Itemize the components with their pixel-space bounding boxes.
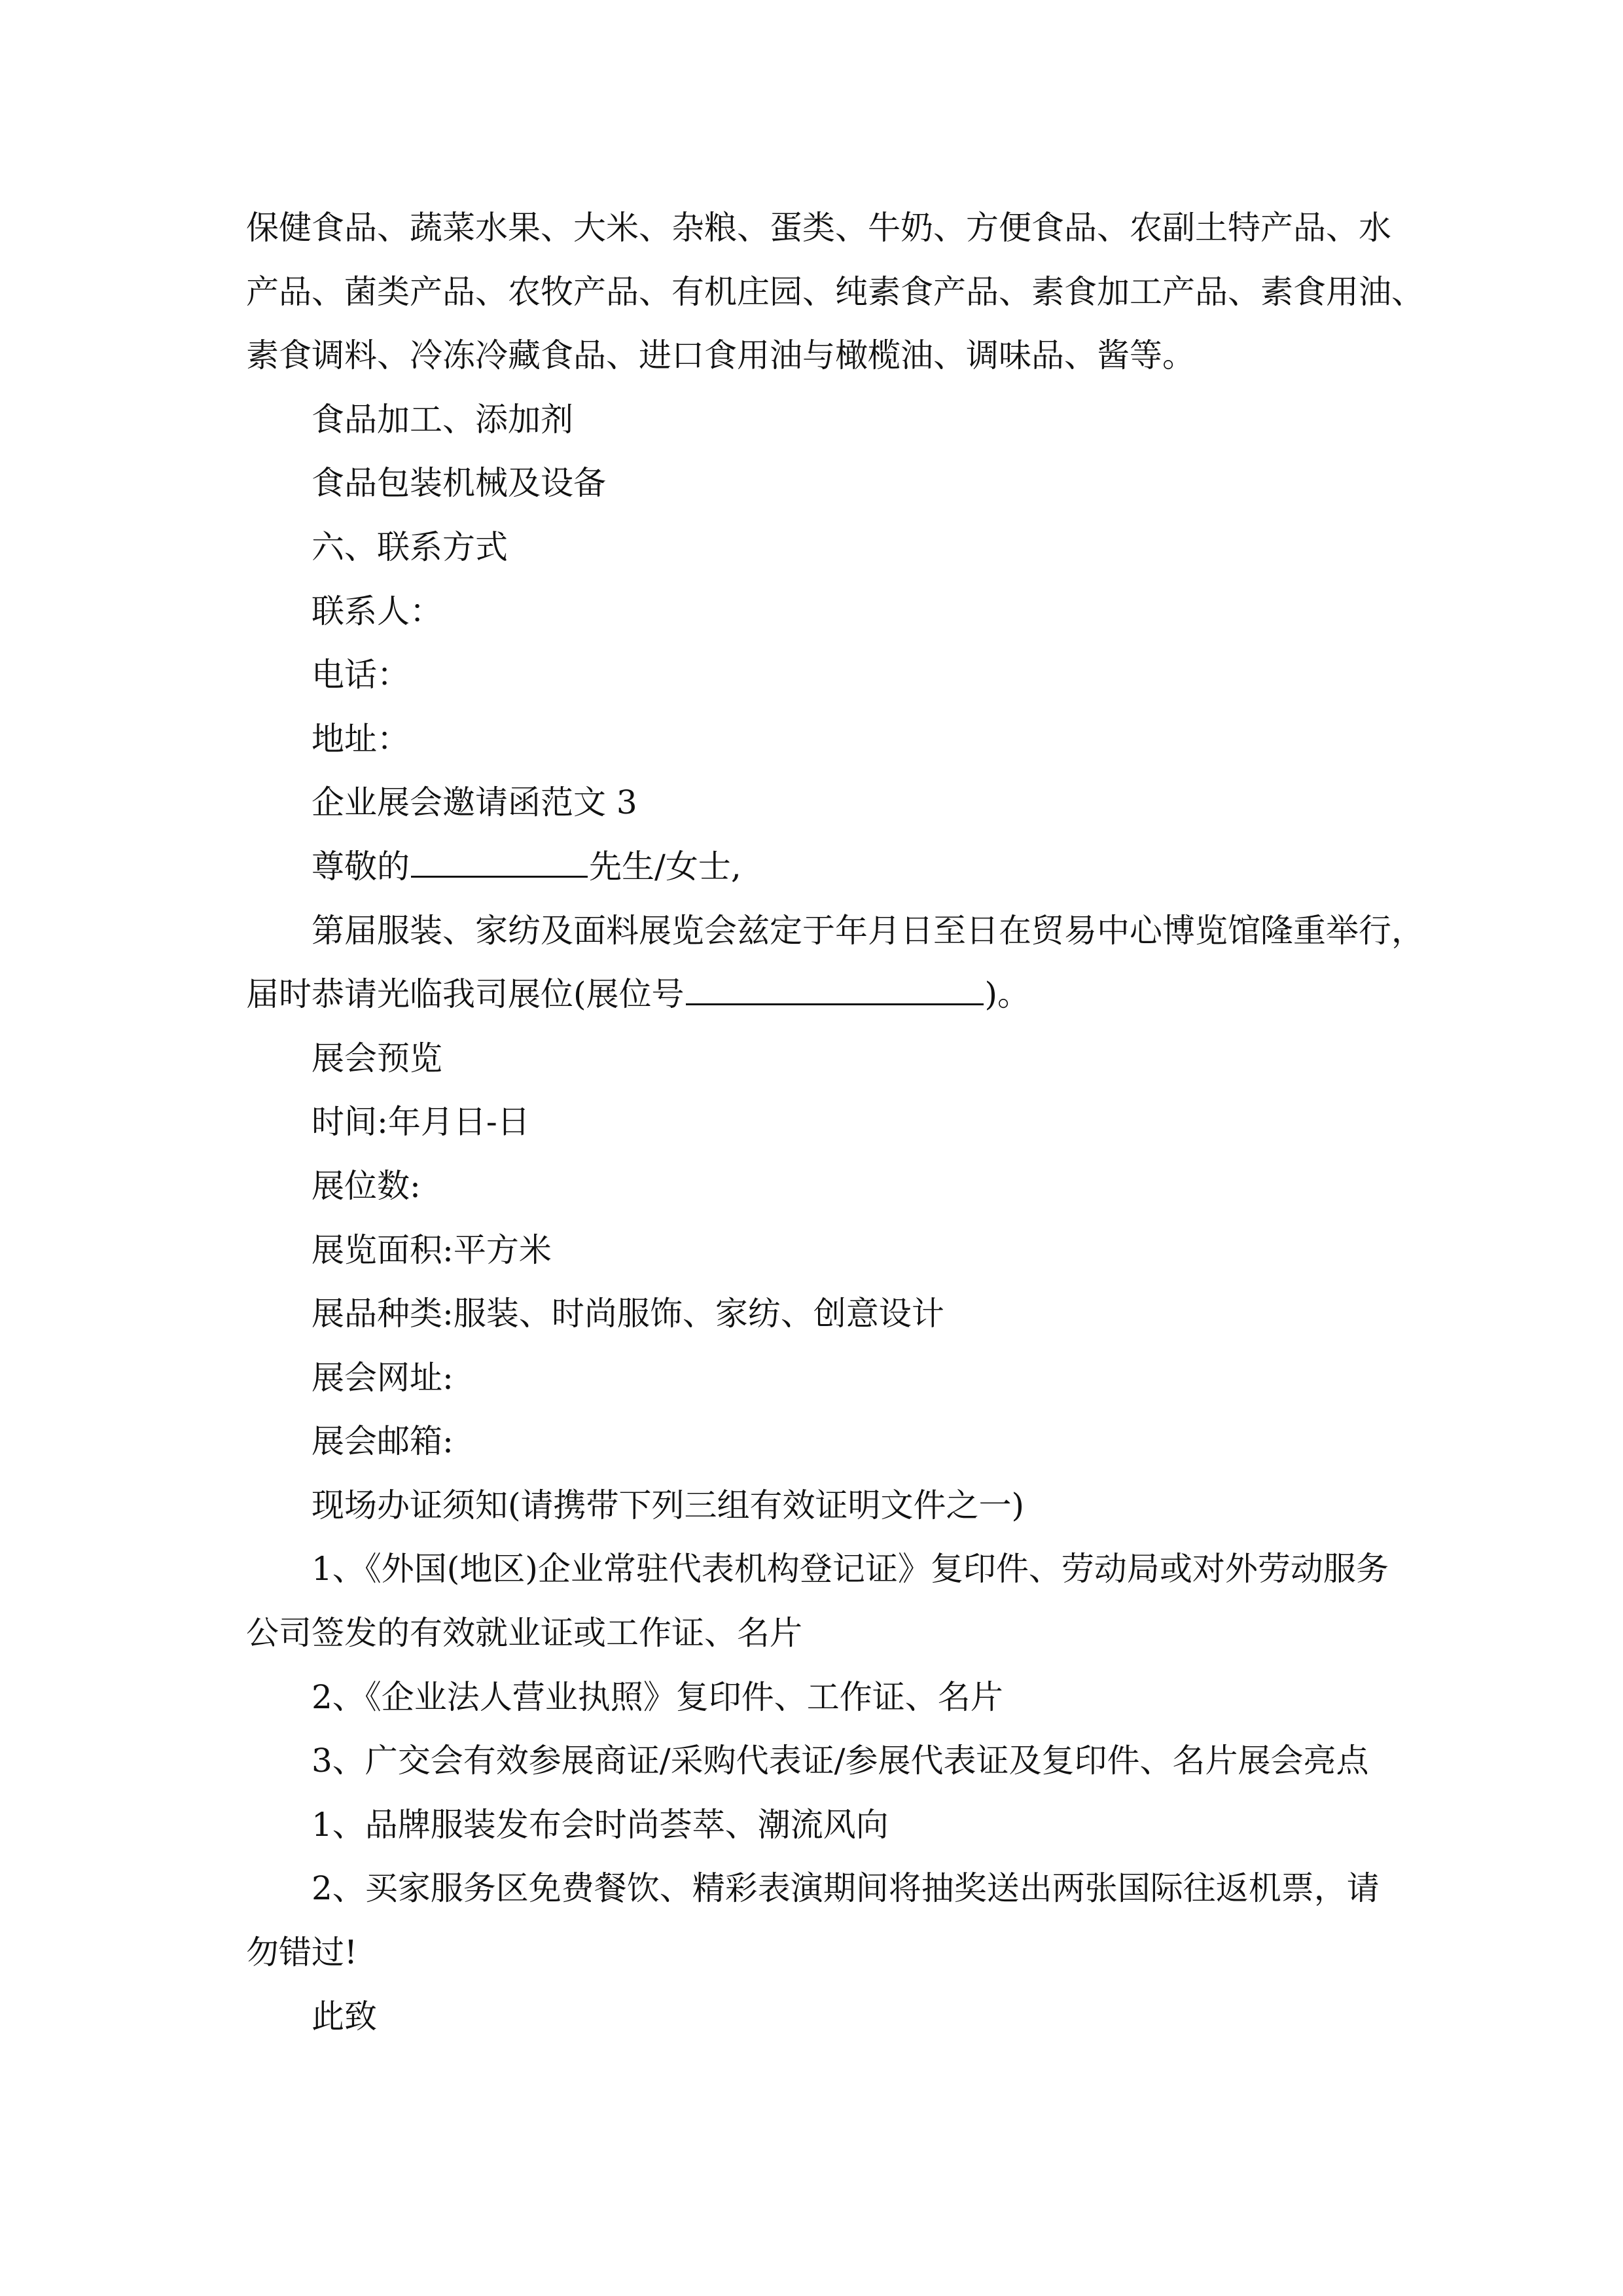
closing: 此致: [312, 1997, 377, 2036]
section-heading: 六、联系方式: [312, 528, 508, 566]
booth-prefix: 届时恭请光临我司展位(展位号: [246, 975, 685, 1014]
text-line: 产品、菌类产品、农牧产品、有机庄园、纯素食产品、素食加工产品、素食用油、: [246, 272, 1424, 311]
text-line: 时间:年月日-日: [312, 1103, 530, 1141]
booth-suffix: )。: [984, 975, 1031, 1014]
document-page: [246, 196, 1424, 2049]
salutation-suffix: 先生/女士,: [589, 847, 741, 886]
name-blank: [411, 843, 588, 878]
salutation-prefix: 尊敬的: [312, 847, 410, 886]
list-item-continuation: 公司签发的有效就业证或工作证、名片: [246, 1614, 802, 1653]
text-line: 展会网址:: [312, 1358, 454, 1397]
section-heading: 展会预览: [312, 1039, 442, 1077]
section-heading: 现场办证须知(请携带下列三组有效证明文件之一): [312, 1486, 1025, 1524]
text-line: 食品包装机械及设备: [312, 464, 606, 503]
text-line: 展会邮箱:: [312, 1422, 454, 1461]
list-item: 2、买家服务区免费餐饮、精彩表演期间将抽奖送出两张国际往返机票，请: [312, 1869, 1380, 1908]
list-item-continuation: 勿错过!: [246, 1933, 358, 1972]
text-line: 展览面积:平方米: [312, 1230, 552, 1269]
text-line: 保健食品、蔬菜水果、大米、杂粮、蛋类、牛奶、方便食品、农副土特产品、水: [246, 209, 1391, 247]
document-title: 企业展会邀请函范文 3: [312, 783, 637, 822]
text-line: 食品加工、添加剂: [312, 400, 573, 439]
salutation: [246, 835, 1424, 899]
list-item: 1、品牌服装发布会时尚荟萃、潮流风向: [312, 1805, 889, 1844]
booth-number-blank: [686, 971, 984, 1005]
text-line: 展位数:: [312, 1166, 421, 1205]
text-line: 素食调料、冷冻冷藏食品、进口食用油与橄榄油、调味品、酱等。: [246, 336, 1195, 375]
invitation-text: 第届服装、家纺及面料展览会兹定于年月日至日在贸易中心博览馆隆重举行，: [312, 911, 1424, 950]
contact-person-label: 联系人：: [312, 592, 442, 630]
phone-label: 电话：: [312, 656, 410, 694]
invitation-text: [246, 963, 1424, 1027]
text-line: 展品种类:服装、时尚服饰、家纺、创意设计: [312, 1295, 944, 1333]
list-item: 1、《外国(地区)企业常驻代表机构登记证》复印件、劳动局或对外劳动服务: [312, 1550, 1389, 1588]
address-label: 地址：: [312, 719, 410, 758]
list-item: 3、广交会有效参展商证/采购代表证/参展代表证及复印件、名片展会亮点: [312, 1742, 1369, 1780]
list-item: 2、《企业法人营业执照》复印件、工作证、名片: [312, 1677, 1003, 1716]
